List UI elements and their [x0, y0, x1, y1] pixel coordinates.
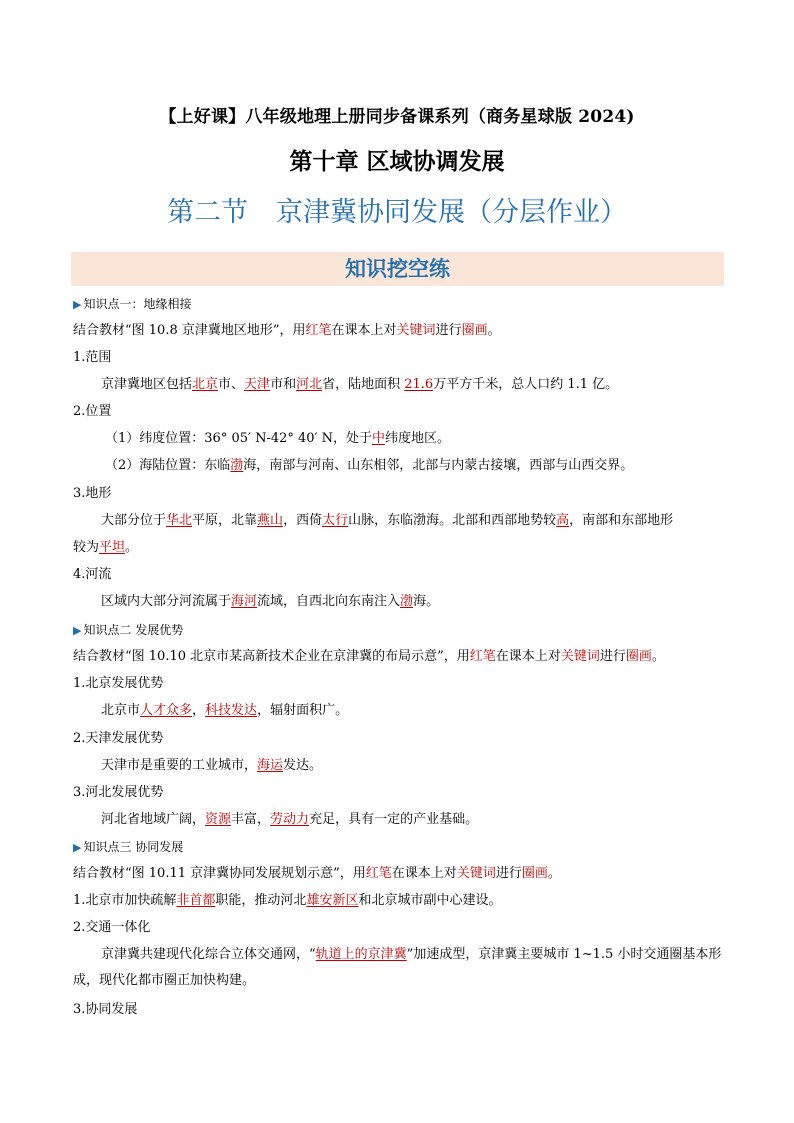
section-name: 京津冀协同发展（分层作业） — [276, 197, 627, 228]
text-segment: 关键词 — [456, 866, 496, 881]
text-segment: 在课本上对 — [391, 866, 457, 881]
blank-answer: 资源 — [205, 812, 232, 827]
chapter-title: 第十章 区域协调发展 — [289, 148, 505, 175]
text-segment: 市、 — [218, 377, 245, 392]
blank-answer: 华北 — [166, 513, 193, 528]
coordination-heading: 3.协同发展 — [73, 1002, 138, 1017]
kp1-instruction — [73, 321, 724, 341]
text-segment: 职能，推动河北 — [215, 893, 307, 908]
blank-answer: 雄安新区 — [306, 893, 359, 908]
text-segment: 进行 — [495, 866, 522, 881]
text-segment: 海。 — [413, 594, 440, 609]
text-segment: 北京市 — [101, 703, 141, 718]
hebei-text — [101, 810, 724, 830]
range-text — [101, 375, 724, 395]
transport-text — [73, 942, 724, 994]
text-segment: 海，南部与河南、山东相邻，北部与内蒙古接壤，西部与山西交界。 — [243, 458, 634, 473]
blank-answer: 中 — [372, 431, 386, 446]
blank-answer: 河北 — [296, 377, 323, 392]
transport-heading: 2.交通一体化 — [73, 920, 151, 935]
blank-answer: 高 — [556, 513, 570, 528]
text-segment: ，辐射面积广。 — [257, 703, 349, 718]
knowledge-point-1-title — [73, 294, 724, 315]
text-segment: ，南部和东部地形 — [569, 513, 674, 528]
blank-answer: 海运 — [257, 758, 284, 773]
practice-banner — [71, 252, 724, 286]
text-segment: 。 — [547, 866, 561, 881]
text-segment: （1）纬度位置：36° 05′ N-42° 40′ N，处于 — [105, 431, 373, 446]
terrain-text-1 — [101, 511, 724, 531]
blank-answer: 人才众多 — [140, 703, 193, 718]
text-segment: 知识点二 发展优势 — [83, 623, 184, 637]
tianjin-text — [101, 756, 724, 776]
text-segment: 大部分位于 — [101, 513, 167, 528]
series-header: 【上好课】八年级地理上册同步备课系列（商务星球版 2024) — [159, 107, 635, 127]
latitude-text — [105, 429, 724, 449]
text-segment: 结合教材“图 10.8 京津冀地区地形”，用 — [73, 323, 306, 338]
text-segment: 山脉，东临渤海。北部和西部地势较 — [348, 513, 557, 528]
kp3-instruction — [73, 864, 724, 884]
sea-land-text — [105, 456, 724, 476]
text-segment: 和北京城市副中心建设。 — [358, 893, 502, 908]
text-segment: 流域，自西北向东南注入 — [257, 594, 401, 609]
text-segment: 。 — [651, 649, 665, 664]
range-heading: 1.范围 — [73, 350, 112, 365]
position-heading: 2.位置 — [73, 404, 112, 419]
tianjin-heading: 2.天津发展优势 — [73, 731, 164, 746]
text-segment: 纬度地区。 — [385, 431, 451, 446]
text-segment: （2）海陆位置：东临 — [105, 458, 231, 473]
text-segment: 关键词 — [396, 323, 436, 338]
text-segment: 1.北京市加快疏解 — [73, 893, 177, 908]
text-segment: 红笔 — [365, 866, 392, 881]
beijing-text — [101, 701, 724, 721]
blank-answer: 天津 — [244, 377, 271, 392]
text-segment: 进行 — [435, 323, 462, 338]
text-segment: 京津冀共建现代化综合立体交通网，“ — [101, 947, 316, 962]
text-segment: 河北省地域广阔， — [101, 812, 206, 827]
blank-answer: 非首都 — [176, 893, 216, 908]
section-title — [0, 190, 794, 229]
text-segment: 充足，具有一定的产业基础。 — [309, 812, 479, 827]
hebei-heading: 3.河北发展优势 — [73, 785, 164, 800]
blank-answer: 海河 — [231, 594, 258, 609]
section-number: 第二节 — [167, 197, 248, 228]
knowledge-point-2-title — [73, 620, 724, 641]
blank-answer: 燕山 — [257, 513, 284, 528]
text-segment: 市和 — [270, 377, 297, 392]
terrain-heading: 3.地形 — [73, 486, 112, 501]
blank-answer: 北京 — [192, 377, 219, 392]
text-segment: 圈画 — [521, 866, 548, 881]
text-segment: 结合教材“图 10.10 北京市某高新技术企业在京津冀的布局示意”，用 — [73, 649, 470, 664]
blank-answer: 劳动力 — [270, 812, 310, 827]
blank-answer: 渤 — [230, 458, 244, 473]
river-text — [101, 592, 724, 612]
decentralize-text — [73, 891, 724, 911]
text-segment: 较为 — [73, 540, 100, 555]
text-segment: 红笔 — [469, 649, 496, 664]
blank-answer: 平坦 — [99, 540, 126, 555]
text-segment: 在课本上对 — [331, 323, 397, 338]
triangle-bullet-icon: ▶ — [73, 298, 82, 311]
blank-answer: 轨道上的京津冀 — [315, 947, 407, 962]
blank-answer: 太行 — [322, 513, 349, 528]
blank-answer: 科技发达 — [205, 703, 258, 718]
blank-answer: 渤 — [400, 594, 414, 609]
text-segment: 万平方千米，总人口约 1.1 亿。 — [433, 377, 619, 392]
text-segment: 关键词 — [560, 649, 600, 664]
text-segment: 红笔 — [305, 323, 332, 338]
banner-label: 知识挖空练 — [345, 257, 450, 281]
text-segment: 天津市是重要的工业城市， — [101, 758, 258, 773]
blank-answer: 21.6 — [404, 377, 434, 392]
text-segment: 进行 — [599, 649, 626, 664]
text-segment: 丰富， — [231, 812, 271, 827]
terrain-text-2 — [73, 538, 724, 558]
text-segment: 平原，北靠 — [192, 513, 258, 528]
text-segment: 京津冀地区包括 — [101, 377, 193, 392]
text-segment: ，西倚 — [283, 513, 323, 528]
knowledge-point-3-title — [73, 837, 724, 858]
text-segment: ， — [192, 703, 206, 718]
text-segment: 在课本上对 — [495, 649, 561, 664]
beijing-heading: 1.北京发展优势 — [73, 676, 164, 691]
text-segment: 。 — [487, 323, 501, 338]
text-segment: 省，陆地面积 — [322, 377, 405, 392]
kp2-instruction — [73, 647, 724, 667]
text-segment: 知识点三 协同发展 — [83, 840, 184, 854]
text-segment: 区域内大部分河流属于 — [101, 594, 232, 609]
text-segment: 发达。 — [283, 758, 323, 773]
text-segment: 。 — [125, 540, 139, 555]
text-segment: 圈画 — [461, 323, 488, 338]
text-segment: 知识点一：地缘相接 — [83, 297, 192, 311]
text-segment: 圈画 — [625, 649, 652, 664]
river-heading: 4.河流 — [73, 567, 112, 582]
triangle-bullet-icon: ▶ — [73, 841, 82, 854]
triangle-bullet-icon: ▶ — [73, 624, 82, 637]
text-segment: 结合教材“图 10.11 京津冀协同发展规划示意”，用 — [73, 866, 366, 881]
text-segment: ”加速成型，京津冀主要城市 1~1.5 小时交通圈基本形成，现代化都市圈正加快构建。 — [73, 947, 722, 988]
